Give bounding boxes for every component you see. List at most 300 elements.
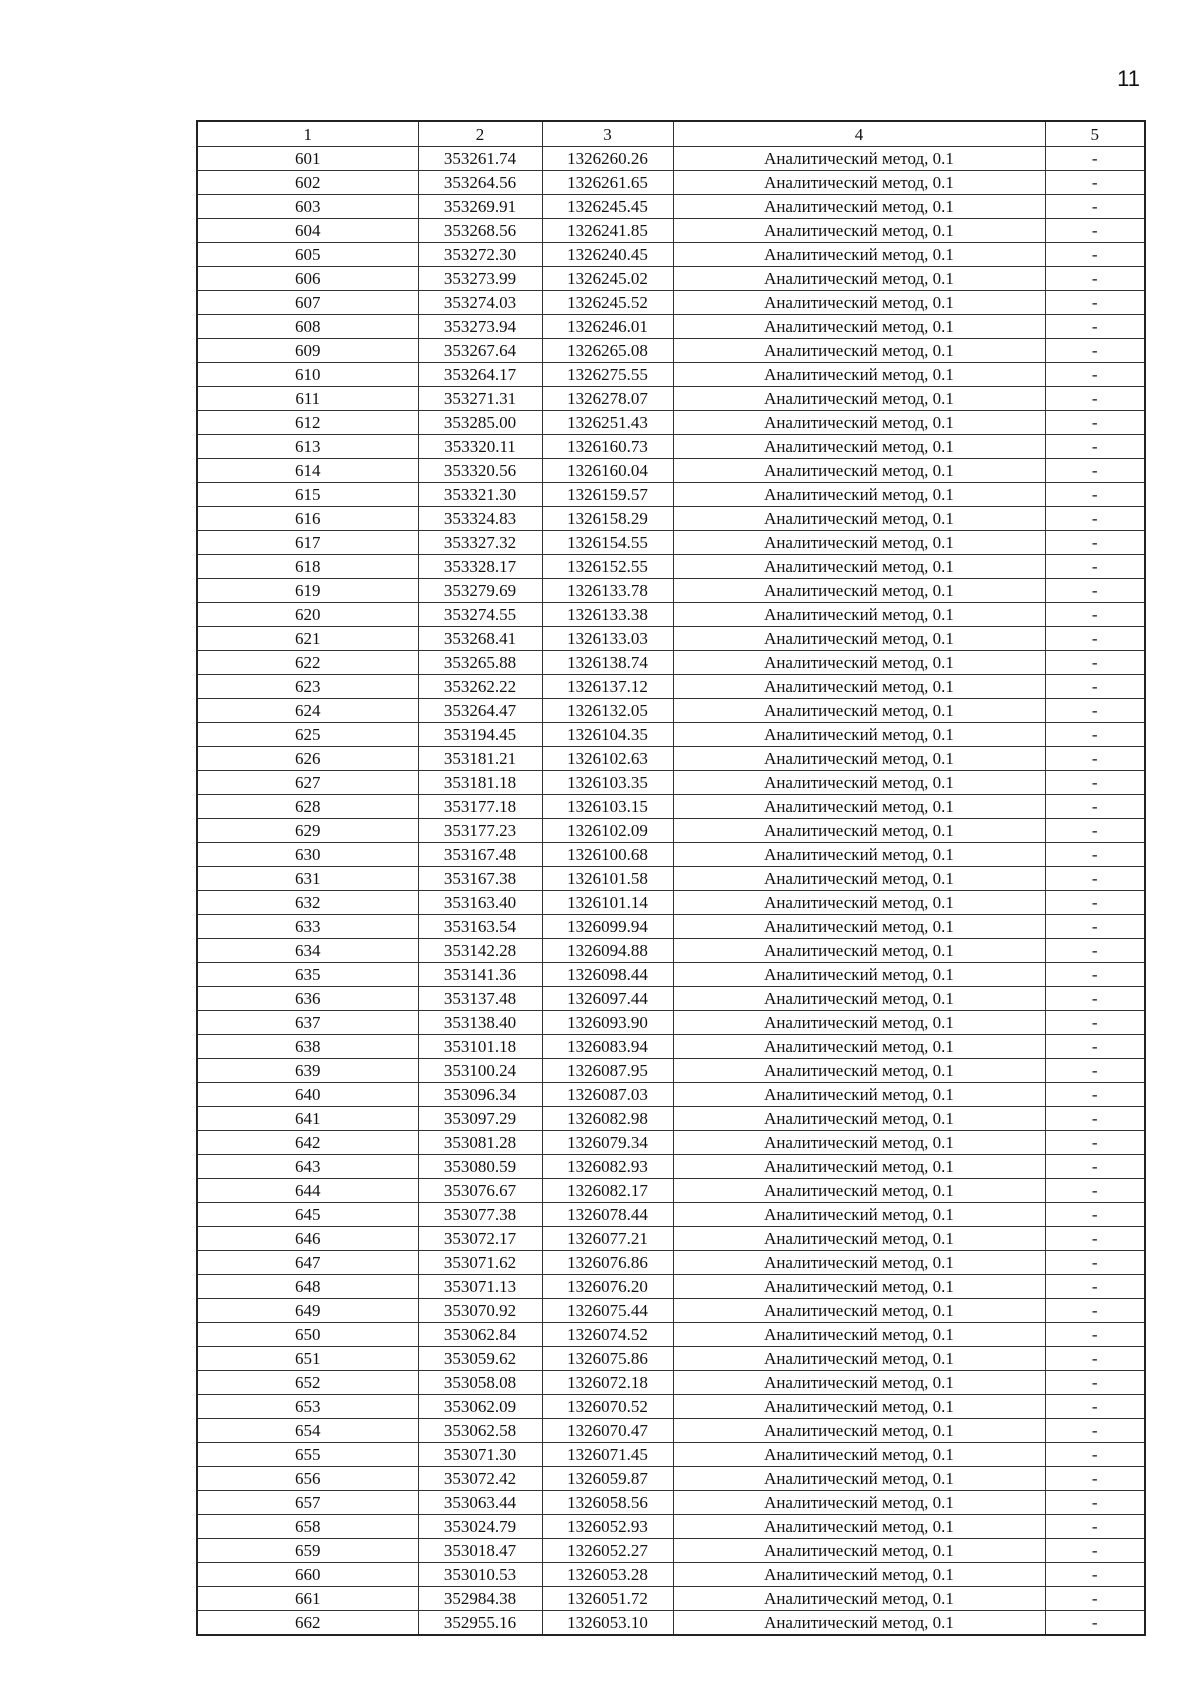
point-number-cell: 645 [197,1203,418,1227]
point-number-cell: 608 [197,315,418,339]
x-coordinate-cell: 353262.22 [418,675,542,699]
method-cell: Аналитический метод, 0.1 [673,603,1045,627]
table-row [197,1371,1145,1395]
note-cell: - [1045,1275,1145,1299]
table-row [197,1107,1145,1131]
note-cell: - [1045,1059,1145,1083]
note-cell: - [1045,411,1145,435]
point-number-cell: 619 [197,579,418,603]
y-coordinate-cell: 1326154.55 [542,531,673,555]
point-number-cell: 655 [197,1443,418,1467]
table-row [197,891,1145,915]
y-coordinate-cell: 1326100.68 [542,843,673,867]
point-number-cell: 615 [197,483,418,507]
x-coordinate-cell: 353096.34 [418,1083,542,1107]
note-cell: - [1045,171,1145,195]
point-number-cell: 616 [197,507,418,531]
table-row [197,267,1145,291]
y-coordinate-cell: 1326094.88 [542,939,673,963]
table-row [197,1227,1145,1251]
table-row [197,1083,1145,1107]
point-number-cell: 662 [197,1611,418,1636]
x-coordinate-cell: 353167.38 [418,867,542,891]
point-number-cell: 651 [197,1347,418,1371]
x-coordinate-cell: 353163.40 [418,891,542,915]
point-number-cell: 622 [197,651,418,675]
x-coordinate-cell: 353163.54 [418,915,542,939]
x-coordinate-cell: 353177.18 [418,795,542,819]
x-coordinate-cell: 353141.36 [418,963,542,987]
note-cell: - [1045,1251,1145,1275]
point-number-cell: 626 [197,747,418,771]
coordinates-table [196,120,1146,1636]
x-coordinate-cell: 353062.84 [418,1323,542,1347]
method-cell: Аналитический метод, 0.1 [673,411,1045,435]
point-number-cell: 606 [197,267,418,291]
table-row [197,147,1145,171]
method-cell: Аналитический метод, 0.1 [673,555,1045,579]
table-row [197,1563,1145,1587]
table-row [197,651,1145,675]
note-cell: - [1045,843,1145,867]
note-cell: - [1045,1227,1145,1251]
x-coordinate-cell: 353274.03 [418,291,542,315]
method-cell: Аналитический метод, 0.1 [673,1539,1045,1563]
y-coordinate-cell: 1326133.38 [542,603,673,627]
method-cell: Аналитический метод, 0.1 [673,243,1045,267]
x-coordinate-cell: 353080.59 [418,1155,542,1179]
point-number-cell: 632 [197,891,418,915]
note-cell: - [1045,267,1145,291]
x-coordinate-cell: 353265.88 [418,651,542,675]
x-coordinate-cell: 353321.30 [418,483,542,507]
y-coordinate-cell: 1326059.87 [542,1467,673,1491]
x-coordinate-cell: 353101.18 [418,1035,542,1059]
note-cell: - [1045,795,1145,819]
note-cell: - [1045,1347,1145,1371]
x-coordinate-cell: 353267.64 [418,339,542,363]
y-coordinate-cell: 1326082.17 [542,1179,673,1203]
x-coordinate-cell: 353279.69 [418,579,542,603]
point-number-cell: 609 [197,339,418,363]
method-cell: Аналитический метод, 0.1 [673,1491,1045,1515]
method-cell: Аналитический метод, 0.1 [673,915,1045,939]
point-number-cell: 614 [197,459,418,483]
table-row [197,387,1145,411]
x-coordinate-cell: 353320.56 [418,459,542,483]
method-cell: Аналитический метод, 0.1 [673,1251,1045,1275]
y-coordinate-cell: 1326103.15 [542,795,673,819]
y-coordinate-cell: 1326082.98 [542,1107,673,1131]
y-coordinate-cell: 1326082.93 [542,1155,673,1179]
y-coordinate-cell: 1326074.52 [542,1323,673,1347]
note-cell: - [1045,1131,1145,1155]
method-cell: Аналитический метод, 0.1 [673,1227,1045,1251]
note-cell: - [1045,747,1145,771]
table-row [197,747,1145,771]
y-coordinate-cell: 1326070.47 [542,1419,673,1443]
point-number-cell: 644 [197,1179,418,1203]
note-cell: - [1045,699,1145,723]
table-row [197,1131,1145,1155]
note-cell: - [1045,459,1145,483]
table-row [197,1587,1145,1611]
method-cell: Аналитический метод, 0.1 [673,1299,1045,1323]
x-coordinate-cell: 353024.79 [418,1515,542,1539]
header-row [197,121,1145,147]
method-cell: Аналитический метод, 0.1 [673,1107,1045,1131]
method-cell: Аналитический метод, 0.1 [673,1611,1045,1636]
x-coordinate-cell: 353072.17 [418,1227,542,1251]
method-cell: Аналитический метод, 0.1 [673,1155,1045,1179]
y-coordinate-cell: 1326246.01 [542,315,673,339]
x-coordinate-cell: 353010.53 [418,1563,542,1587]
note-cell: - [1045,1515,1145,1539]
y-coordinate-cell: 1326133.03 [542,627,673,651]
table-row [197,339,1145,363]
table-row [197,939,1145,963]
x-coordinate-cell: 353071.30 [418,1443,542,1467]
x-coordinate-cell: 353324.83 [418,507,542,531]
note-cell: - [1045,1419,1145,1443]
point-number-cell: 603 [197,195,418,219]
note-cell: - [1045,531,1145,555]
method-cell: Аналитический метод, 0.1 [673,1563,1045,1587]
table-row [197,867,1145,891]
table-row [197,1155,1145,1179]
method-cell: Аналитический метод, 0.1 [673,1467,1045,1491]
y-coordinate-cell: 1326076.20 [542,1275,673,1299]
method-cell: Аналитический метод, 0.1 [673,315,1045,339]
x-coordinate-cell: 353071.62 [418,1251,542,1275]
point-number-cell: 656 [197,1467,418,1491]
y-coordinate-cell: 1326132.05 [542,699,673,723]
point-number-cell: 653 [197,1395,418,1419]
table-row [197,1059,1145,1083]
method-cell: Аналитический метод, 0.1 [673,1083,1045,1107]
method-cell: Аналитический метод, 0.1 [673,171,1045,195]
x-coordinate-cell: 353077.38 [418,1203,542,1227]
table-row [197,699,1145,723]
y-coordinate-cell: 1326087.03 [542,1083,673,1107]
x-coordinate-cell: 352984.38 [418,1587,542,1611]
method-cell: Аналитический метод, 0.1 [673,507,1045,531]
method-cell: Аналитический метод, 0.1 [673,387,1045,411]
y-coordinate-cell: 1326261.65 [542,171,673,195]
note-cell: - [1045,627,1145,651]
point-number-cell: 610 [197,363,418,387]
point-number-cell: 640 [197,1083,418,1107]
table-row [197,195,1145,219]
point-number-cell: 602 [197,171,418,195]
y-coordinate-cell: 1326241.85 [542,219,673,243]
x-coordinate-cell: 353071.13 [418,1275,542,1299]
x-coordinate-cell: 352955.16 [418,1611,542,1636]
note-cell: - [1045,1443,1145,1467]
method-cell: Аналитический метод, 0.1 [673,291,1045,315]
x-coordinate-cell: 353177.23 [418,819,542,843]
y-coordinate-cell: 1326052.27 [542,1539,673,1563]
table-row [197,243,1145,267]
method-cell: Аналитический метод, 0.1 [673,1131,1045,1155]
method-cell: Аналитический метод, 0.1 [673,1035,1045,1059]
note-cell: - [1045,675,1145,699]
note-cell: - [1045,435,1145,459]
x-coordinate-cell: 353273.94 [418,315,542,339]
point-number-cell: 629 [197,819,418,843]
table-row [197,1203,1145,1227]
y-coordinate-cell: 1326101.58 [542,867,673,891]
note-cell: - [1045,867,1145,891]
note-cell: - [1045,1203,1145,1227]
method-cell: Аналитический метод, 0.1 [673,963,1045,987]
point-number-cell: 636 [197,987,418,1011]
table-row [197,915,1145,939]
y-coordinate-cell: 1326058.56 [542,1491,673,1515]
x-coordinate-cell: 353273.99 [418,267,542,291]
table-row [197,1275,1145,1299]
point-number-cell: 625 [197,723,418,747]
header-col-4: 4 [673,121,1045,147]
y-coordinate-cell: 1326097.44 [542,987,673,1011]
point-number-cell: 627 [197,771,418,795]
x-coordinate-cell: 353076.67 [418,1179,542,1203]
point-number-cell: 624 [197,699,418,723]
x-coordinate-cell: 353194.45 [418,723,542,747]
method-cell: Аналитический метод, 0.1 [673,843,1045,867]
method-cell: Аналитический метод, 0.1 [673,675,1045,699]
note-cell: - [1045,483,1145,507]
note-cell: - [1045,555,1145,579]
method-cell: Аналитический метод, 0.1 [673,531,1045,555]
point-number-cell: 658 [197,1515,418,1539]
y-coordinate-cell: 1326158.29 [542,507,673,531]
table-row [197,483,1145,507]
method-cell: Аналитический метод, 0.1 [673,795,1045,819]
x-coordinate-cell: 353018.47 [418,1539,542,1563]
note-cell: - [1045,603,1145,627]
y-coordinate-cell: 1326159.57 [542,483,673,507]
method-cell: Аналитический метод, 0.1 [673,1587,1045,1611]
point-number-cell: 648 [197,1275,418,1299]
note-cell: - [1045,1587,1145,1611]
y-coordinate-cell: 1326093.90 [542,1011,673,1035]
x-coordinate-cell: 353268.56 [418,219,542,243]
table-row [197,507,1145,531]
y-coordinate-cell: 1326075.86 [542,1347,673,1371]
note-cell: - [1045,1011,1145,1035]
point-number-cell: 618 [197,555,418,579]
point-number-cell: 660 [197,1563,418,1587]
note-cell: - [1045,891,1145,915]
table-row [197,771,1145,795]
y-coordinate-cell: 1326102.63 [542,747,673,771]
table-row [197,1491,1145,1515]
note-cell: - [1045,915,1145,939]
note-cell: - [1045,291,1145,315]
x-coordinate-cell: 353264.17 [418,363,542,387]
point-number-cell: 657 [197,1491,418,1515]
method-cell: Аналитический метод, 0.1 [673,339,1045,363]
method-cell: Аналитический метод, 0.1 [673,987,1045,1011]
method-cell: Аналитический метод, 0.1 [673,1515,1045,1539]
x-coordinate-cell: 353285.00 [418,411,542,435]
table-row [197,531,1145,555]
y-coordinate-cell: 1326075.44 [542,1299,673,1323]
method-cell: Аналитический метод, 0.1 [673,195,1045,219]
point-number-cell: 639 [197,1059,418,1083]
y-coordinate-cell: 1326078.44 [542,1203,673,1227]
y-coordinate-cell: 1326160.73 [542,435,673,459]
y-coordinate-cell: 1326240.45 [542,243,673,267]
note-cell: - [1045,339,1145,363]
y-coordinate-cell: 1326098.44 [542,963,673,987]
table-row [197,795,1145,819]
method-cell: Аналитический метод, 0.1 [673,939,1045,963]
method-cell: Аналитический метод, 0.1 [673,651,1045,675]
table-row [197,363,1145,387]
method-cell: Аналитический метод, 0.1 [673,1059,1045,1083]
y-coordinate-cell: 1326072.18 [542,1371,673,1395]
x-coordinate-cell: 353062.58 [418,1419,542,1443]
point-number-cell: 605 [197,243,418,267]
note-cell: - [1045,1083,1145,1107]
method-cell: Аналитический метод, 0.1 [673,579,1045,603]
method-cell: Аналитический метод, 0.1 [673,1275,1045,1299]
method-cell: Аналитический метод, 0.1 [673,363,1045,387]
point-number-cell: 659 [197,1539,418,1563]
note-cell: - [1045,1035,1145,1059]
header-col-1: 1 [197,121,418,147]
point-number-cell: 623 [197,675,418,699]
table-row [197,171,1145,195]
table-body [197,147,1145,1636]
y-coordinate-cell: 1326052.93 [542,1515,673,1539]
table-row [197,1611,1145,1636]
note-cell: - [1045,771,1145,795]
y-coordinate-cell: 1326079.34 [542,1131,673,1155]
method-cell: Аналитический метод, 0.1 [673,747,1045,771]
point-number-cell: 641 [197,1107,418,1131]
table-row [197,723,1145,747]
x-coordinate-cell: 353058.08 [418,1371,542,1395]
table-row [197,1347,1145,1371]
table-row [197,1467,1145,1491]
page-number: 11 [1117,66,1140,91]
method-cell: Аналитический метод, 0.1 [673,1011,1045,1035]
note-cell: - [1045,723,1145,747]
y-coordinate-cell: 1326087.95 [542,1059,673,1083]
y-coordinate-cell: 1326070.52 [542,1395,673,1419]
method-cell: Аналитический метод, 0.1 [673,1347,1045,1371]
table-row [197,1299,1145,1323]
table-row [197,603,1145,627]
table-row [197,435,1145,459]
point-number-cell: 643 [197,1155,418,1179]
table-row [197,963,1145,987]
method-cell: Аналитический метод, 0.1 [673,459,1045,483]
point-number-cell: 647 [197,1251,418,1275]
method-cell: Аналитический метод, 0.1 [673,267,1045,291]
y-coordinate-cell: 1326137.12 [542,675,673,699]
point-number-cell: 638 [197,1035,418,1059]
point-number-cell: 630 [197,843,418,867]
table-row [197,315,1145,339]
note-cell: - [1045,1395,1145,1419]
table-row [197,819,1145,843]
table-row [197,579,1145,603]
method-cell: Аналитический метод, 0.1 [673,1179,1045,1203]
point-number-cell: 631 [197,867,418,891]
x-coordinate-cell: 353320.11 [418,435,542,459]
y-coordinate-cell: 1326101.14 [542,891,673,915]
point-number-cell: 613 [197,435,418,459]
point-number-cell: 661 [197,1587,418,1611]
method-cell: Аналитический метод, 0.1 [673,483,1045,507]
note-cell: - [1045,939,1145,963]
x-coordinate-cell: 353274.55 [418,603,542,627]
y-coordinate-cell: 1326053.28 [542,1563,673,1587]
table-row [197,843,1145,867]
x-coordinate-cell: 353137.48 [418,987,542,1011]
x-coordinate-cell: 353062.09 [418,1395,542,1419]
point-number-cell: 628 [197,795,418,819]
note-cell: - [1045,219,1145,243]
method-cell: Аналитический метод, 0.1 [673,147,1045,171]
x-coordinate-cell: 353081.28 [418,1131,542,1155]
x-coordinate-cell: 353181.21 [418,747,542,771]
note-cell: - [1045,507,1145,531]
point-number-cell: 634 [197,939,418,963]
note-cell: - [1045,243,1145,267]
table-row [197,1011,1145,1035]
point-number-cell: 649 [197,1299,418,1323]
x-coordinate-cell: 353167.48 [418,843,542,867]
point-number-cell: 654 [197,1419,418,1443]
header-col-2: 2 [418,121,542,147]
note-cell: - [1045,651,1145,675]
note-cell: - [1045,1563,1145,1587]
method-cell: Аналитический метод, 0.1 [673,1371,1045,1395]
note-cell: - [1045,579,1145,603]
x-coordinate-cell: 353264.47 [418,699,542,723]
y-coordinate-cell: 1326275.55 [542,363,673,387]
note-cell: - [1045,1371,1145,1395]
y-coordinate-cell: 1326083.94 [542,1035,673,1059]
y-coordinate-cell: 1326152.55 [542,555,673,579]
header-col-5: 5 [1045,121,1145,147]
method-cell: Аналитический метод, 0.1 [673,891,1045,915]
note-cell: - [1045,987,1145,1011]
y-coordinate-cell: 1326245.02 [542,267,673,291]
y-coordinate-cell: 1326099.94 [542,915,673,939]
note-cell: - [1045,1611,1145,1636]
x-coordinate-cell: 353138.40 [418,1011,542,1035]
point-number-cell: 621 [197,627,418,651]
table-row [197,1443,1145,1467]
note-cell: - [1045,819,1145,843]
note-cell: - [1045,1155,1145,1179]
method-cell: Аналитический метод, 0.1 [673,1395,1045,1419]
method-cell: Аналитический метод, 0.1 [673,219,1045,243]
table-row [197,411,1145,435]
method-cell: Аналитический метод, 0.1 [673,699,1045,723]
method-cell: Аналитический метод, 0.1 [673,867,1045,891]
table-row [197,291,1145,315]
x-coordinate-cell: 353181.18 [418,771,542,795]
y-coordinate-cell: 1326265.08 [542,339,673,363]
note-cell: - [1045,1323,1145,1347]
